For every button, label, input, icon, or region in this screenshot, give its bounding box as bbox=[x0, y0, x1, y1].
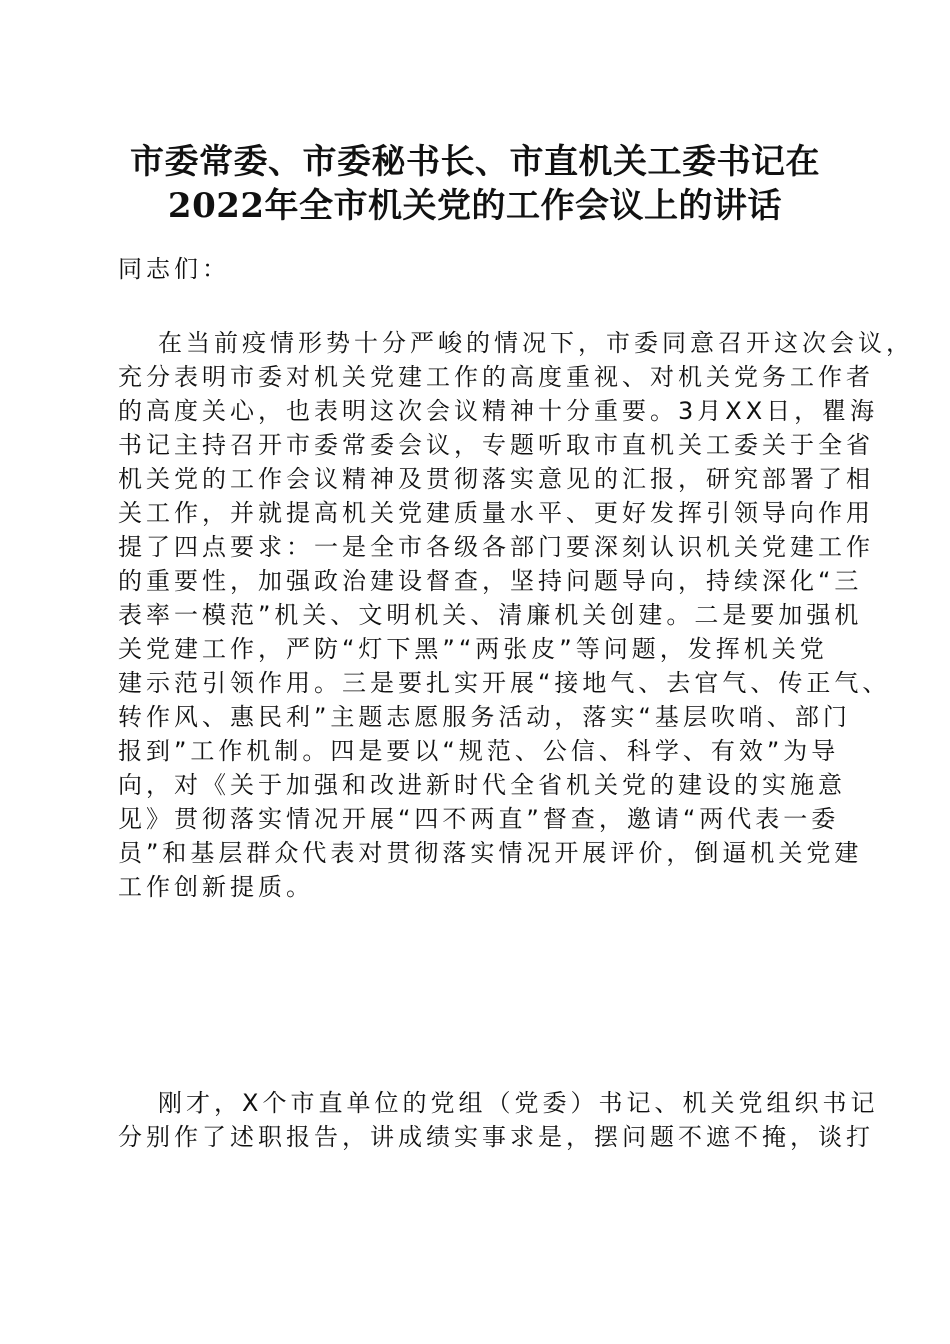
paragraph-line: 建示范引领作用。三是要扎实开展“接地气、去官气、传正气、 bbox=[118, 669, 891, 697]
paragraph-line: 在当前疫情形势十分严峻的情况下，市委同意召开这次会议， bbox=[158, 329, 914, 357]
paragraph-1 bbox=[118, 327, 914, 901]
paragraph-2 bbox=[118, 1087, 879, 1157]
paragraph-line: 员”和基层群众代表对贯彻落实情况开展评价，倒逼机关党建 bbox=[118, 839, 863, 867]
paragraph-line: 关党建工作，严防“灯下黑”“两张皮”等问题，发挥机关党 bbox=[118, 635, 828, 663]
paragraph-line: 的高度关心，也表明这次会议精神十分重要。3月XX日，瞿海 bbox=[118, 397, 879, 425]
paragraph-line: 见》贯彻落实情况开展“四不两直”督查，邀请“两代表一委 bbox=[118, 805, 840, 833]
document-title-line-1: 市委常委、市委秘书长、市直机关工委书记在 bbox=[130, 142, 820, 182]
paragraph-line: 分别作了述职报告，讲成绩实事求是，摆问题不遮不掩，谈打 bbox=[118, 1123, 874, 1151]
paragraph-line: 机关党的工作会议精神及贯彻落实意见的汇报，研究部署了相 bbox=[118, 465, 874, 493]
paragraph-line: 向，对《关于加强和改进新时代全省机关党的建设的实施意 bbox=[118, 771, 846, 799]
paragraph-line: 转作风、惠民利”主题志愿服务活动，落实“基层吹哨、部门 bbox=[118, 703, 851, 731]
paragraph-line: 关工作，并就提高机关党建质量水平、更好发挥引领导向作用 bbox=[118, 499, 874, 527]
paragraph-line: 提了四点要求：一是全市各级各部门要深刻认识机关党建工作 bbox=[118, 533, 874, 561]
document-title-line-2: 2022年全市机关党的工作会议上的讲话 bbox=[167, 186, 783, 226]
paragraph-line: 刚才，X个市直单位的党组（党委）书记、机关党组织书记 bbox=[158, 1089, 879, 1117]
paragraph-line: 充分表明市委对机关党建工作的高度重视、对机关党务工作者 bbox=[118, 363, 874, 391]
paragraph-line: 的重要性，加强政治建设督查，坚持问题导向，持续深化“三 bbox=[118, 567, 863, 595]
paragraph-line: 表率一模范”机关、文明机关、清廉机关创建。二是要加强机 bbox=[118, 601, 863, 629]
paragraph-line: 工作创新提质。 bbox=[118, 873, 314, 901]
salutation: 同志们： bbox=[118, 255, 230, 283]
paragraph-line: 报到”工作机制。四是要以“规范、公信、科学、有效”为导 bbox=[118, 737, 840, 765]
paragraph-line: 书记主持召开市委常委会议，专题听取市直机关工委关于全省 bbox=[118, 431, 874, 459]
